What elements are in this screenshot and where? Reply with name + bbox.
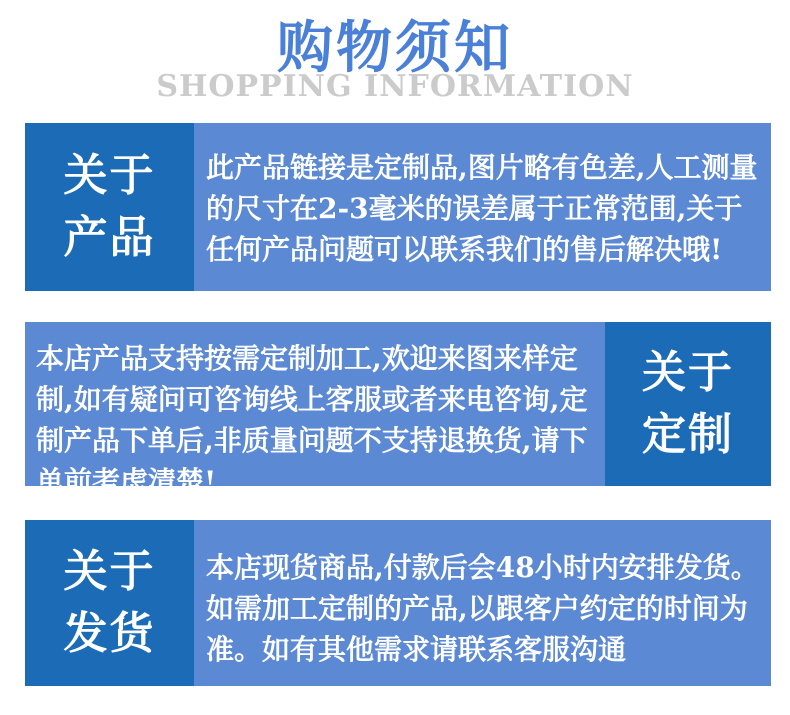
section-label-line2: 定制 xyxy=(642,409,734,460)
section-label-line2: 产品 xyxy=(63,212,156,263)
section-label-line1: 关于 xyxy=(63,545,156,597)
section-about-shipping-label xyxy=(25,520,194,686)
section-about-shipping xyxy=(25,520,771,686)
section-body-text: 本店现货商品,付款后会48小时内安排发货。如需加工定制的产品,以跟客户约定的时间为准。如有其他需求请联系客服沟通 xyxy=(206,551,759,666)
section-label-line2: 发货 xyxy=(63,608,156,659)
section-body-text: 此产品链接是定制品,图片略有色差,人工测量的尺寸在2-3毫米的误差属于正常范围,关于任何产品问题可以联系我们的售后解决哦! xyxy=(206,151,758,266)
section-label-line1: 关于 xyxy=(63,149,156,201)
section-about-shipping-body xyxy=(194,520,771,686)
notice-sections xyxy=(0,123,790,686)
page-subtitle: SHOPPING INFORMATION xyxy=(156,69,634,104)
section-label-line1: 关于 xyxy=(642,346,734,398)
section-body-text: 本店产品支持按需定制加工,欢迎来图来样定制,如有疑问可咨询线上客服或者来电咨询,定制产品下单后,非质量问题不支持退换货,请下单前考虑清楚! xyxy=(36,342,588,498)
page-title: 购物须知 xyxy=(277,15,513,81)
section-about-customization xyxy=(25,322,771,498)
section-about-product xyxy=(25,123,771,291)
section-about-product-body xyxy=(194,123,771,291)
section-about-customization-label xyxy=(605,322,771,486)
section-about-product-label xyxy=(25,123,194,291)
section-about-customization-body xyxy=(25,322,605,498)
page-header xyxy=(0,0,790,110)
